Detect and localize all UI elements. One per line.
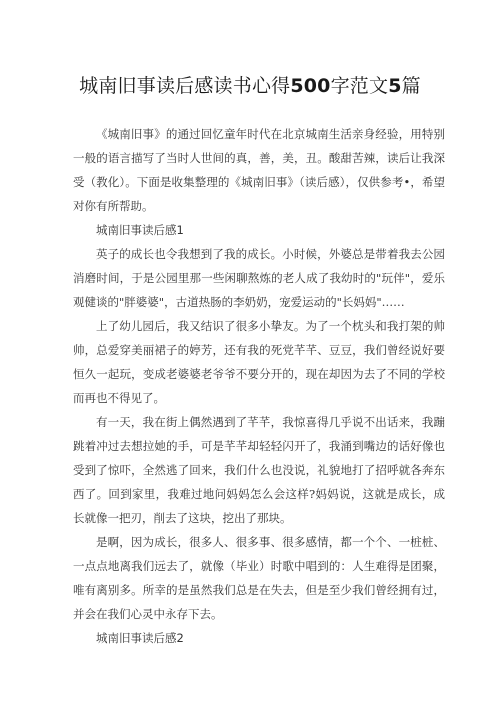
section-heading-1 xyxy=(73,218,445,242)
body-paragraph: 有一天，我在街上偶然遇到了芊芊，我惊喜得几乎说不出话来，我蹦跳着冲过去想拉她的手，可是芊芊却轻轻闪开了，我涌到嘴边的话好像也受到了惊吓，全然逃了回来，我们什么也没说，礼貌地打了招呼就各奔东西了。回到家里，我难过地问妈妈怎么会这样?妈妈说，这就是成长，成长就像一把刃，削去了这块，挖出了那块。 xyxy=(73,415,445,525)
body-paragraph: 上了幼儿园后，我又结识了很多小挚友。为了一个枕头和我打架的帅帅，总爱穿美丽裙子的婷芳，还有我的死党芊芊、豆豆，我们曾经说好要恒久一起玩，变成老婆婆老爷爷不要分开的，现在却因为去了不同的学校而再也不得见了。 xyxy=(73,319,445,405)
section-heading-text: 城南旧事读后感 xyxy=(96,631,177,645)
title-main: 城南旧事读后感读书心得 xyxy=(79,75,291,97)
section-heading-2 xyxy=(73,626,445,650)
title-number: 500 xyxy=(290,75,331,97)
title-middle: 字范文 xyxy=(330,75,389,97)
body-paragraph: 是啊，因为成长，很多人、很多事、很多感情，都一个个、一桩桩、一点点地离我们远去了，就像（毕业）时歌中唱到的：人生难得是团聚，唯有离别多。所幸的是虽然我们总是在失去，但是至少我们曾经拥有过，并会在我们心灵中永存下去。 xyxy=(73,535,445,621)
section-heading-number: 2 xyxy=(176,631,184,645)
body-paragraph: 英子的成长也令我想到了我的成长。小时候，外婆总是带着我去公园消磨时间，于是公园里那一些闲聊熬炼的老人成了我幼时的"玩伴"，爱乐观健谈的"胖婆婆"，古道热肠的李奶奶，宠爱运动的"长妈妈"…… xyxy=(73,247,445,309)
section-heading-text: 城南旧事读后感 xyxy=(96,223,177,237)
intro-paragraph: 《城南旧事》的通过回忆童年时代在北京城南生活亲身经验，用特别一般的语言描写了当时人世间的真，善，美，丑。酸甜苦辣，读后让我深受（教化）。下面是收集整理的《城南旧事》（读后感），仅供参考•，希望对你有所帮助。 xyxy=(73,127,445,213)
title-end: 篇 xyxy=(401,75,421,97)
document-title xyxy=(0,74,500,98)
document-body xyxy=(73,122,445,650)
section-heading-number: 1 xyxy=(176,223,184,237)
title-count: 5 xyxy=(388,75,402,97)
